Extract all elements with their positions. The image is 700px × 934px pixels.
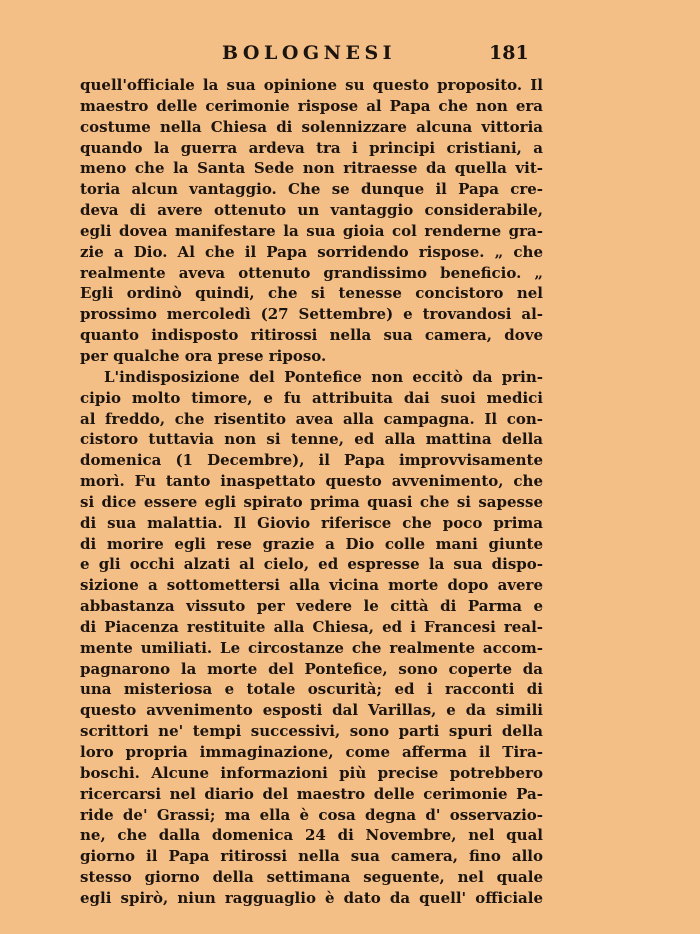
text-line: Egli ordinò quindi, che si tenesse concistoro nel: [80, 284, 543, 303]
text-line: ne, che dalla domenica 24 di Novembre, nel qual: [80, 826, 543, 845]
text-line: realmente aveva ottenuto grandissimo beneficio. „: [80, 263, 543, 282]
text-line: domenica (1 Decembre), il Papa improvvisamente: [80, 451, 543, 470]
text-line: quell'officiale la sua opinione su questo proposito. Il: [80, 76, 543, 94]
text-line: L'indisposizione del Pontefice non eccitò da prin-: [104, 367, 543, 386]
text-line: egli spirò, niun ragguaglio è dato da quell' officiale: [80, 888, 543, 907]
text-line: si dice essere egli spirato prima quasi che si sapesse: [80, 492, 543, 511]
running-head: [0, 41, 700, 65]
page-number: 181: [489, 42, 529, 64]
text-line: costume nella Chiesa di solennizzare alcuna vittoria: [80, 117, 543, 136]
text-line: sizione a sottomettersi alla vicina morte dopo avere: [80, 576, 543, 595]
text-line: morì. Fu tanto inaspettato questo avvenimento, che: [80, 472, 543, 491]
text-line: di sua malattia. Il Giovio riferisce che poco prima: [80, 513, 543, 532]
text-line: ricercarsi nel diario del maestro delle cerimonie Pa-: [80, 784, 543, 803]
text-line: cistoro tuttavia non si tenne, ed alla mattina della: [80, 430, 543, 449]
text-line: ride de' Grassi; ma ella è cosa degna d' osservazio-: [80, 805, 543, 824]
text-line: prossimo mercoledì (27 Settembre) e trovandosi al-: [80, 305, 543, 324]
text-line: scrittori ne' tempi successivi, sono parti spuri della: [80, 722, 543, 741]
text-line: cipio molto timore, e fu attribuita dai suoi medici: [80, 388, 543, 407]
text-line: boschi. Alcune informazioni più precise potrebbero: [80, 763, 543, 782]
text-line: di Piacenza restituite alla Chiesa, ed i Francesi real-: [80, 617, 543, 636]
text-line: deva di avere ottenuto un vantaggio considerabile,: [80, 201, 543, 220]
running-title: BOLOGNESI: [222, 42, 397, 64]
paragraph: [80, 367, 543, 909]
text-line: meno che la Santa Sede non ritraesse da quella vit-: [80, 159, 543, 178]
text-line: egli dovea manifestare la sua gioia col renderne gra-: [80, 221, 543, 240]
paragraph: [80, 75, 543, 367]
text-line: mente umiliati. Le circostanze che realmente accom-: [80, 638, 543, 657]
text-line: giorno il Papa ritirossi nella sua camera, fino allo: [80, 847, 543, 866]
text-line: al freddo, che risentito avea alla campagna. Il con-: [80, 409, 543, 428]
text-line: zie a Dio. Al che il Papa sorridendo rispose. „ che: [80, 242, 543, 261]
text-line: quanto indisposto ritirossi nella sua camera, dove: [80, 326, 543, 345]
text-line: quando la guerra ardeva tra i principi cristiani, a: [80, 138, 543, 157]
text-line: toria alcun vantaggio. Che se dunque il Papa cre-: [80, 180, 543, 199]
text-line: e gli occhi alzati al cielo, ed espresse la sua dispo-: [80, 555, 543, 574]
text-line: una misteriosa e totale oscurità; ed i racconti di: [80, 680, 543, 699]
text-line: per qualche ora prese riposo.: [80, 346, 327, 365]
body-text: [80, 75, 543, 909]
text-line: maestro delle cerimonie rispose al Papa che non era: [80, 96, 543, 115]
text-line: questo avvenimento esposti dal Varillas, e da simili: [80, 701, 543, 720]
text-line: loro propria immaginazione, come afferma il Tira-: [80, 743, 543, 761]
text-line: pagnarono la morte del Pontefice, sono coperte da: [80, 659, 543, 678]
text-line: di morire egli rese grazie a Dio colle mani giunte: [80, 534, 543, 553]
text-line: abbastanza vissuto per vedere le città di Parma e: [80, 597, 543, 616]
text-line: stesso giorno della settimana seguente, nel quale: [80, 868, 543, 887]
